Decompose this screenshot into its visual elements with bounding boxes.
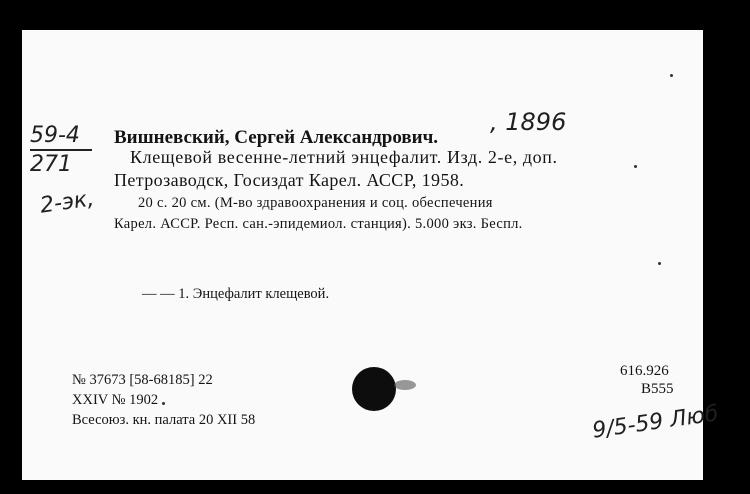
dust-speck (162, 402, 165, 405)
dust-speck (658, 262, 661, 265)
ink-smudge (394, 380, 416, 390)
classification-udc: 616.926 (620, 363, 669, 379)
catalog-card (22, 30, 721, 480)
call-number-bottom: 271 (30, 152, 72, 177)
collation-line: 20 с. 20 см. (М-во здравоохранения и соц. обеспечения (138, 195, 493, 211)
imprint-line: Петрозаводск, Госиздат Карел. АССР, 1958. (114, 170, 465, 190)
footer-chamber: Всесоюз. кн. палата 20 XII 58 (72, 412, 256, 428)
collation-line-2: Карел. АССР. Респ. сан.-эпидемиол. станция). 5.000 экз. Беспл. (114, 216, 523, 232)
call-number (30, 123, 95, 177)
call-number-top: 59-4 (30, 123, 80, 148)
dust-speck (670, 74, 673, 77)
handwritten-date-stamp: 9/5-59 Люб (590, 401, 721, 444)
author-heading: Вишневский, Сергей Александрович. (114, 127, 439, 148)
classification-author-mark: В555 (641, 381, 674, 397)
author-year-handwritten: , 1896 (490, 108, 567, 136)
dust-speck (634, 165, 637, 168)
subject-tracing: — — 1. Энцефалит клещевой. (142, 286, 330, 302)
footer-record-number: № 37673 [58-68185] 22 (72, 372, 213, 388)
ink-blot (352, 367, 396, 411)
handwritten-inventory-note: 2-эк, (38, 186, 96, 219)
footer-card-number: XXIV № 1902 (72, 392, 159, 408)
call-number-divider (30, 149, 92, 151)
title-line: Клещевой весенне-летний энцефалит. Изд. 2-е, доп. (130, 147, 558, 167)
